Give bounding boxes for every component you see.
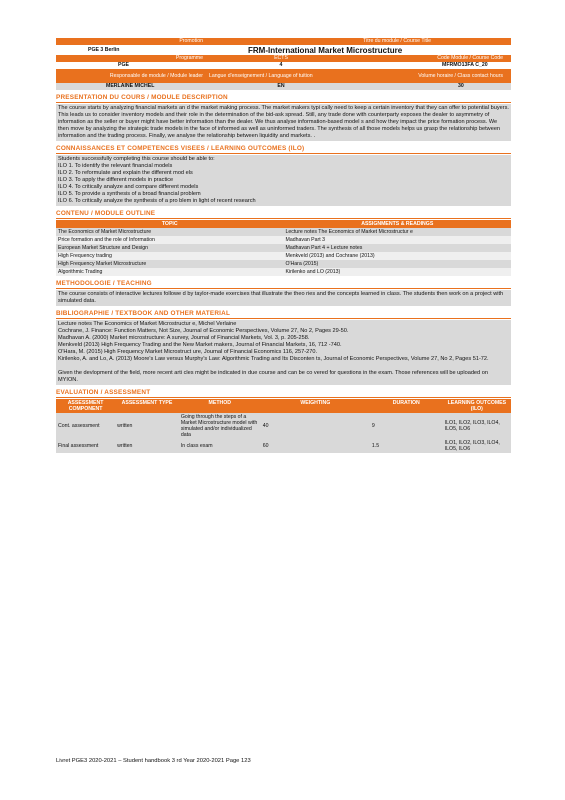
outline-table — [56, 220, 511, 276]
section-divider — [56, 397, 511, 398]
table-row — [56, 228, 511, 236]
section-divider — [56, 318, 511, 319]
eval-method: In class exam — [179, 439, 261, 453]
section-divider — [56, 102, 511, 103]
langue-label: Langue d'enseignement / Language of tuition — [209, 73, 313, 79]
bibliography-title: BIBLIOGRAPHIE / TEXTBOOK AND OTHER MATERIAL — [56, 310, 231, 317]
outline-reading: Madhavan Part 3 — [284, 236, 512, 244]
eval-type: written — [115, 413, 179, 439]
volume-label: Volume horaire / Class contact hours — [418, 72, 503, 79]
langue-value: EN — [277, 83, 285, 89]
bibliography-line: Cochrane, J. Finance: Function Matters, Not Size, Journal of Economic Perspectives, Volume 27, No 2, Pages 29-50. — [58, 328, 349, 334]
eval-head-weighting: WEIGHTING — [261, 399, 370, 413]
bibliography-block — [56, 320, 511, 385]
eval-duration: 9 — [370, 413, 443, 439]
outline-reading: Menkveld (2013) and Cochrane (2013) — [284, 252, 512, 260]
table-row — [56, 236, 511, 244]
outline-reading: Lecture notes The Economics of Market Microstructur e — [284, 228, 512, 236]
header-row-2 — [56, 45, 511, 55]
bibliography-line: Kirilenko, A. and Lo, A. (2013) Moore's Law versus Murphy's Law: Algorithmic Trading and Its Disconten ts, Journal of Economic Perspectives, Volume 27, No 2, Pages 51-72. — [58, 356, 489, 362]
header-row-3 — [56, 55, 511, 62]
outcomes-title: CONNAISSANCES ET COMPETENCES VISEES / LEARNING OUTCOMES (ILO) — [56, 145, 305, 152]
evaluation-table — [56, 399, 511, 453]
bibliography-line: Given the devlopment of the field, more recent arti cles might be indicated in due course and can be co vered for questions in the exam. Those references will be uploaded on MYION. — [58, 370, 488, 383]
evaluation-title: EVALUATION / ASSESSMENT — [56, 389, 151, 396]
bibliography-line: Menkveld (2013) High Frequency Trading and the New Market makers, Journal of Financial Markets, 16, 712 -740. — [58, 342, 342, 348]
outline-header-row — [56, 220, 511, 228]
title-label: Titre du module / Course Title — [363, 38, 431, 44]
section-divider — [56, 218, 511, 219]
eval-head-component: ASSESSMENT COMPONENT — [56, 399, 115, 413]
eval-ilo: ILO1, ILO2, ILO3, ILO4, ILO5, ILO6 — [443, 439, 511, 453]
course-title: FRM-International Market Microstructure — [248, 46, 403, 54]
eval-weighting: 40 — [261, 413, 370, 439]
outline-topic: Price formation and the role of Information — [56, 236, 284, 244]
outcome-line: ILO 1. To identify the relevant financial models — [58, 163, 173, 169]
outcome-line: ILO 6. To critically analyze the synthesis of a pro blem in light of recent research — [58, 198, 256, 204]
outline-reading: Madhavan Part 4 + Lecture notes — [284, 244, 512, 252]
responsable-label: Responsable de module / Module leader — [109, 72, 203, 79]
promotion-value: PGE 3 Berlin — [88, 46, 120, 53]
outline-topic: Algorithmic Trading — [56, 268, 284, 276]
eval-ilo: ILO1, ILO2, ILO3, ILO4, ILO5, ILO6 — [443, 413, 511, 439]
methodology-title: METHODOLOGIE / TEACHING — [56, 280, 152, 287]
section-divider — [56, 153, 511, 154]
outcome-line: ILO 2. To reformulate and explain the different mod els — [58, 170, 193, 176]
outline-head-assign: ASSIGNMENTS & READINGS — [284, 220, 512, 228]
ects-label: ECTS — [274, 55, 288, 61]
eval-component: Cont. assessment — [56, 413, 115, 439]
outline-head-topic: TOPIC — [56, 220, 284, 228]
eval-method: Going through the steps of a Market Microstructure model with simulated and/or individualized data — [179, 413, 261, 439]
header-row-6 — [56, 83, 511, 90]
outcome-line: ILO 3. To apply the different models in practice — [58, 177, 174, 183]
eval-duration: 1.5 — [370, 439, 443, 453]
code-label: Code Module / Course Code — [437, 55, 503, 61]
eval-head-method: METHOD — [179, 399, 261, 413]
ects-value: 4 — [279, 62, 283, 68]
outline-reading: Kirilenko and LO (2013) — [284, 268, 512, 276]
outcome-line: Students successfully completing this course should be able to: — [58, 156, 215, 162]
responsable-value: MERLAINE MICHEL — [106, 83, 155, 89]
bibliography-line: O'Hara, M. (2015) High Frequency Market Microstruct ure, Journal of Financial Economics 116, 257-270. — [58, 349, 318, 355]
header-row-1 — [56, 38, 511, 45]
table-row — [56, 439, 511, 453]
programme-label: Programme — [175, 55, 203, 61]
table-row — [56, 244, 511, 252]
volume-value: 30 — [458, 83, 464, 89]
presentation-title: PRESENTATION DU COURS / MODULE DESCRIPTION — [56, 94, 228, 101]
eval-weighting: 60 — [261, 439, 370, 453]
section-divider — [56, 288, 511, 289]
table-row — [56, 260, 511, 268]
outcomes-block — [56, 155, 511, 206]
outcome-line: ILO 5. To provide a synthesis of a broad financial problem — [58, 191, 201, 197]
page-footer: Livret PGE3 2020-2021 – Student handbook 3 rd Year 2020-2021 Page 123 — [56, 758, 251, 764]
presentation-text: The course starts by analyzing financial markets an d the market making process. The market makers typi cally need to keep a certain inventory that they can offer to potential buyers. This leads us to consider inventory models and their role in the determination of the bid-ask spread. Still, any trade done with counterparty exposes the dealer to asymmetry of information as the seller or buyer might have better information than the dealer. We thus analyse information-based model s and how they impact the price formation process. We then move by analyzing the strategic trade models in the face of informed as well as uninformed traders. The synthesis of all those models helps us grasp the relationship between information and the trading process. Finally, we analyse the relationship between liquidity and markets. . — [56, 104, 511, 141]
table-row — [56, 413, 511, 439]
bibliography-line: Madhavan A. (2000) Market microstructure: A survey, Journal of Financial Markets, Vol. 3, p. 205-258. — [58, 335, 310, 341]
table-row — [56, 252, 511, 260]
bibliography-spacer — [58, 363, 509, 370]
promotion-label: Promotion — [179, 38, 203, 44]
programme-value: PGE — [118, 62, 129, 68]
eval-component: Final assessment — [56, 439, 115, 453]
outline-topic: The Economics of Market Microstructure — [56, 228, 284, 236]
outline-topic: European Market Structure and Design — [56, 244, 284, 252]
bibliography-line: Lecture notes The Economics of Market Microstructur e, Michel Verlaine — [58, 321, 237, 327]
outline-topic: High Frequency trading — [56, 252, 284, 260]
code-value: MFRMO13FA C_20 — [442, 62, 488, 68]
course-sheet — [56, 38, 511, 453]
eval-head-duration: DURATION — [370, 399, 443, 413]
eval-head-ilo: LEARNING OUTCOMES (ILO) — [443, 399, 511, 413]
methodology-text: The course consists of interactive lectures followe d by taylor-made exercises that illustrate the theo ries and the concepts learned in class. The students then work on a project with simulated data. — [56, 290, 511, 306]
header-row-5 — [56, 69, 511, 83]
eval-head-type: ASSESSMENT TYPE — [115, 399, 179, 413]
table-row — [56, 268, 511, 276]
outline-title: CONTENU / MODULE OUTLINE — [56, 210, 156, 217]
outline-reading: O'Hara (2015) — [284, 260, 512, 268]
outline-topic: High Frequency Market Microstructure — [56, 260, 284, 268]
evaluation-header-row — [56, 399, 511, 413]
outcome-line: ILO 4. To critically analyze and compare different models — [58, 184, 199, 190]
eval-type: written — [115, 439, 179, 453]
header-row-4 — [56, 62, 511, 69]
